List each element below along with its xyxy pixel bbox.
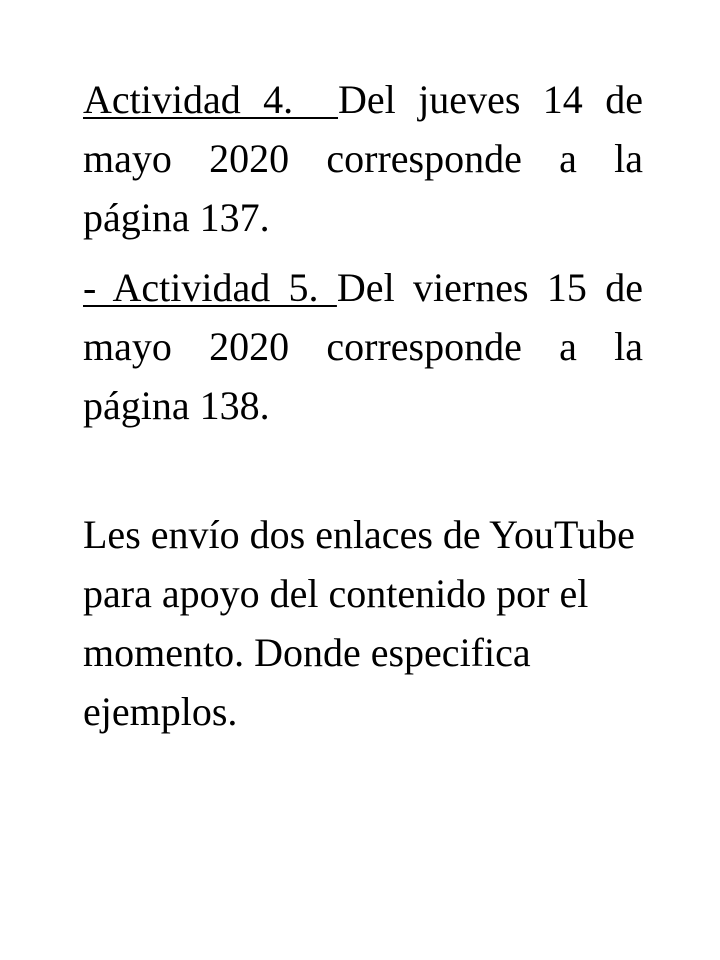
activity-4-paragraph: [83, 70, 643, 247]
activity-5-paragraph: [83, 258, 643, 435]
activity-5-text: Del viernes 15 de mayo 2020 corresponde a la página 138.: [83, 265, 644, 428]
activity-4-heading: Actividad 4.: [83, 77, 339, 122]
youtube-note-paragraph: Les envío dos enlaces de YouTube para apoyo del contenido por el momento. Donde especifica ejemplos.: [83, 512, 635, 734]
document-body: [83, 70, 643, 741]
activity-4-text: Del jueves 14 de mayo 2020 corresponde a la página 137.: [83, 77, 643, 240]
activity-5-heading: - Actividad 5.: [83, 265, 337, 310]
